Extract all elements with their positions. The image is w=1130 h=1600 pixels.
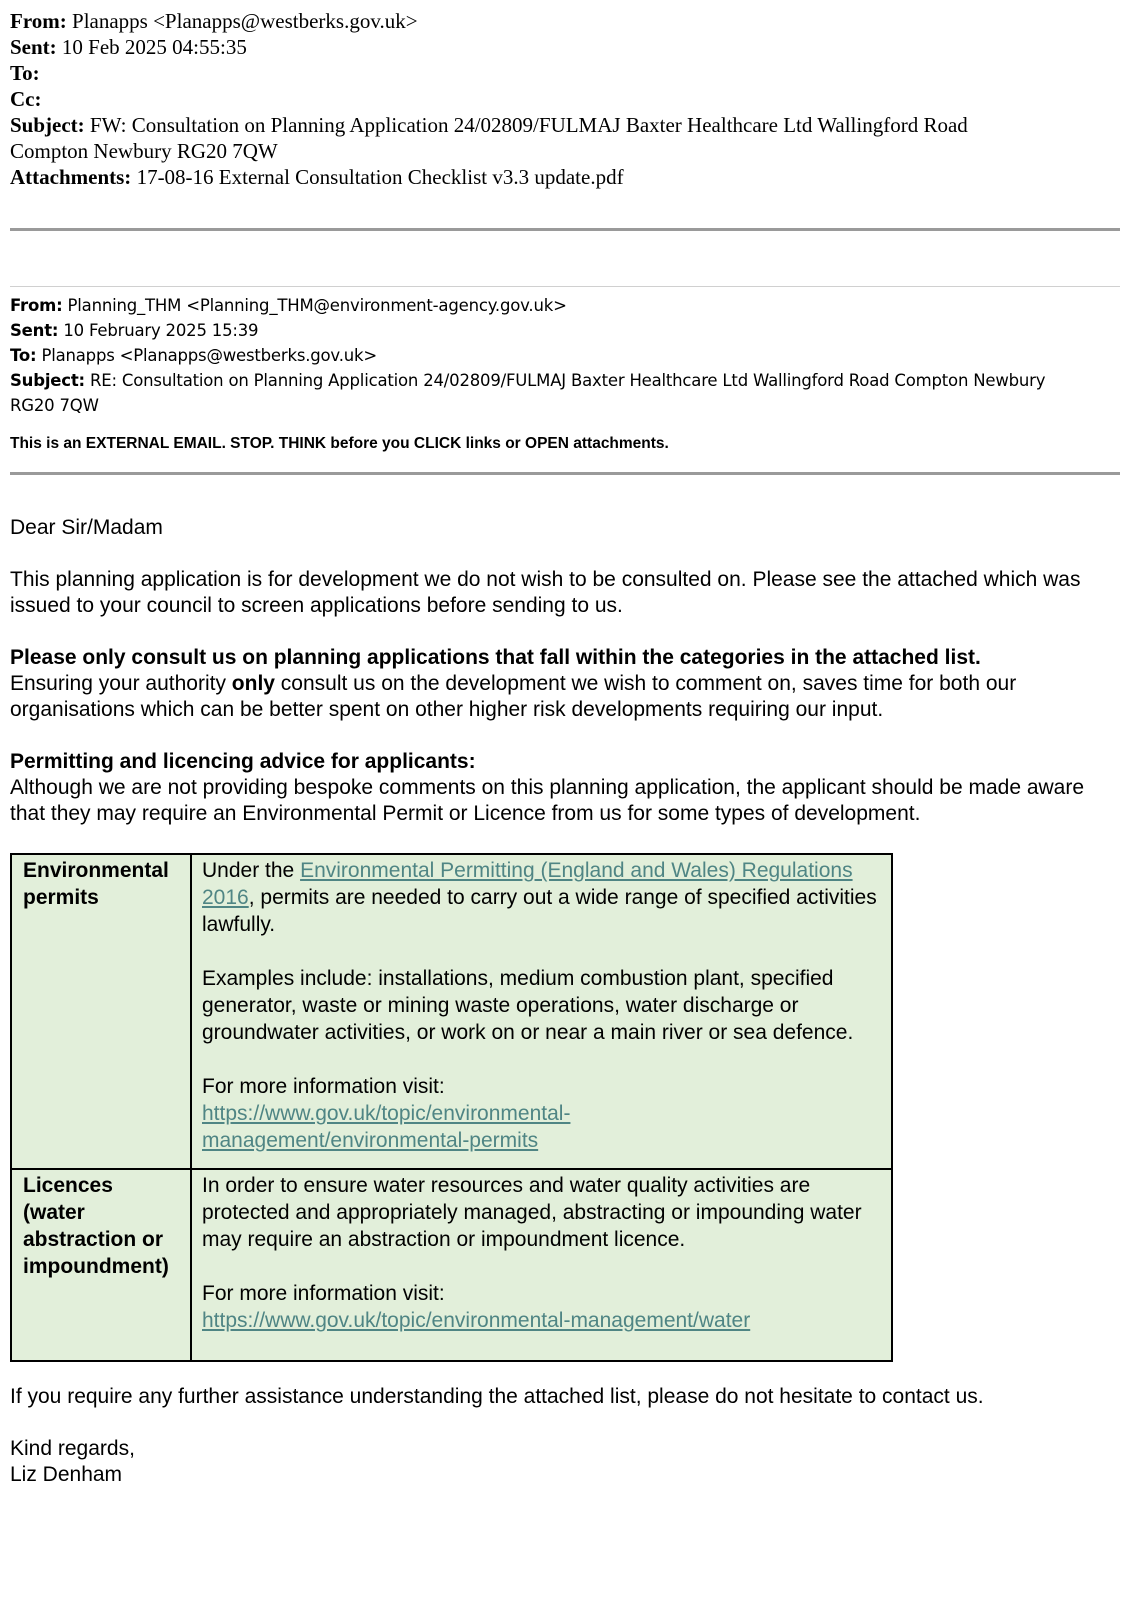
regulations-link[interactable]: Environmental Permitting (England and Wales) Regulations 2016: [202, 859, 853, 909]
permitting-paragraph: Although we are not providing bespoke comments on this planning application, the applicant should be made aware that they may require an Environmental Permit or Licence from us for some types of development.: [10, 776, 1085, 825]
table-row: [11, 854, 892, 1169]
greeting: Dear Sir/Madam: [10, 516, 163, 539]
subject-value-cont: Compton Newbury RG20 7QW: [10, 139, 278, 163]
attachment-link[interactable]: 17-08-16 External Consultation Checklist v3.3 update.pdf: [136, 165, 624, 189]
inner-email-header: [10, 293, 1120, 418]
inner-sent-value: 10 February 2025 15:39: [63, 321, 259, 340]
permits-intro-rest: , permits are needed to carry out a wide range of specified activities lawfully.: [202, 886, 877, 936]
inner-subject-value-cont: RG20 7QW: [10, 396, 99, 415]
inner-from-value: Planning_THM <Planning_THM@environment-agency.gov.uk>: [67, 296, 567, 315]
table-label-permits: Environmental permits: [11, 854, 191, 1169]
cc-label: Cc:: [10, 87, 42, 111]
permitting-heading: Permitting and licencing advice for applicants:: [10, 750, 476, 773]
consult-guidance-paragraph: [10, 671, 1120, 723]
subject-label: Subject:: [10, 113, 85, 137]
from-label: From:: [10, 9, 67, 33]
closing-paragraph: If you require any further assistance understanding the attached list, please do not hesitate to contact us.: [10, 1385, 984, 1408]
inner-sent-label: Sent:: [10, 321, 59, 340]
licences-label-2: (water: [23, 1201, 85, 1224]
inner-subject-value: RE: Consultation on Planning Application 24/02809/FULMAJ Baxter Healthcare Ltd Wallingford Road Compton Newbury: [90, 371, 1046, 390]
signature-name: Liz Denham: [10, 1463, 123, 1486]
licences-label-3: abstraction or: [23, 1228, 164, 1251]
to-label: To:: [10, 61, 40, 85]
permits-more-info: For more information visit:: [202, 1075, 445, 1098]
permits-url-link-cont[interactable]: management/environmental-permits: [202, 1129, 539, 1152]
table-label-licences: [11, 1169, 191, 1361]
permits-intro: Under the: [202, 859, 301, 882]
inner-to-label: To:: [10, 346, 37, 365]
email-page: [10, 8, 1120, 1488]
water-url-link[interactable]: https://www.gov.uk/topic/environmental-management/water: [202, 1309, 751, 1332]
table-content-permits: [191, 854, 892, 1169]
attachments-label: Attachments:: [10, 165, 132, 189]
licences-label-4: impoundment): [23, 1255, 169, 1278]
inner-subject-label: Subject:: [10, 371, 85, 390]
intro-paragraph: This planning application is for development we do not wish to be consulted on. Please see the attached which was issued to your council to screen applications before sending to us.: [10, 568, 1081, 617]
permits-examples: Examples include: installations, medium combustion plant, specified generator, waste or mining waste operations, water discharge or groundwater activities, or work on or near a main river or sea defence.: [202, 967, 854, 1044]
inner-to-value: Planapps <Planapps@westberks.gov.uk>: [41, 346, 377, 365]
external-email-warning: This is an EXTERNAL EMAIL. STOP. THINK before you CLICK links or OPEN attachments.: [10, 435, 669, 452]
outer-email-header: [10, 8, 1120, 190]
signoff: Kind regards,: [10, 1437, 135, 1460]
licences-label-1: Licences: [23, 1174, 113, 1197]
permits-licences-table: [10, 853, 893, 1362]
email-body: [10, 515, 1120, 1488]
from-value: Planapps <Planapps@westberks.gov.uk>: [72, 9, 418, 33]
consult-text-b: consult us on the development we wish to comment on, saves time for both our organisations which can be better spent on other higher risk developments requiring our input.: [10, 672, 1017, 721]
inner-from-label: From:: [10, 296, 63, 315]
sent-value: 10 Feb 2025 04:55:35: [61, 35, 247, 59]
table-row: [11, 1169, 892, 1361]
consult-text-a: Ensuring your authority: [10, 672, 232, 695]
licences-text: In order to ensure water resources and water quality activities are protected and appropriately managed, abstracting or impounding water may require an abstraction or impoundment licence.: [202, 1174, 862, 1251]
consult-guidance-heading: Please only consult us on planning applications that fall within the categories in the attached list.: [10, 646, 981, 669]
consult-text-emphasis: only: [231, 672, 275, 695]
table-content-licences: [191, 1169, 892, 1361]
sent-label: Sent:: [10, 35, 57, 59]
licences-more-info: For more information visit:: [202, 1282, 445, 1305]
subject-value: FW: Consultation on Planning Application 24/02809/FULMAJ Baxter Healthcare Ltd Wallingford Road: [89, 113, 968, 137]
permits-url-link[interactable]: https://www.gov.uk/topic/environmental-: [202, 1102, 571, 1125]
